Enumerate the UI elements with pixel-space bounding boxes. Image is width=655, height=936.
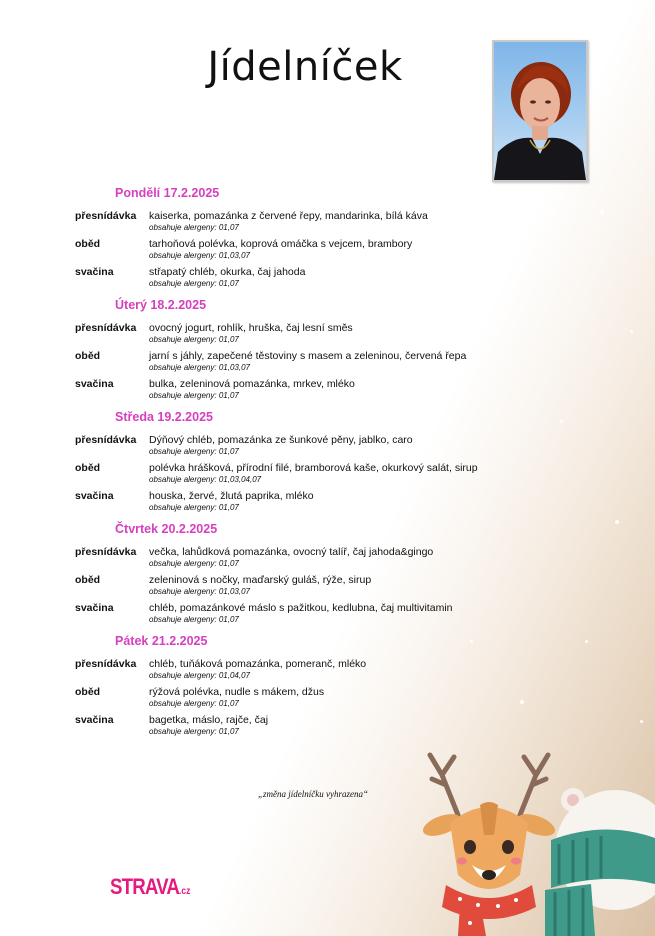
meal-row [75, 238, 555, 266]
meal-label: svačina [75, 602, 114, 614]
snowflake [560, 420, 563, 423]
meal-label: svačina [75, 378, 114, 390]
meal-row [75, 574, 555, 602]
meal-label: přesnídávka [75, 434, 137, 446]
meal-text: zeleninová s nočky, maďarský guláš, rýže, sirup [149, 574, 372, 586]
day-block [75, 410, 555, 522]
allergens-note: obsahuje alergeny: 01,07 [149, 503, 239, 512]
allergens-note: obsahuje alergeny: 01,07 [149, 447, 239, 456]
snowflake [640, 720, 643, 723]
meal-row [75, 210, 555, 238]
meal-label: oběd [75, 686, 101, 698]
meal-label: svačina [75, 490, 114, 502]
meal-row [75, 378, 555, 406]
meal-row [75, 686, 555, 714]
allergens-note: obsahuje alergeny: 01,07 [149, 335, 239, 344]
meal-row [75, 658, 555, 686]
allergens-note: obsahuje alergeny: 01,03,07 [149, 363, 250, 372]
day-title: Čtvrtek 20.2.2025 [115, 522, 218, 536]
menu-change-note: „změna jídelníčku vyhrazena“ [258, 789, 368, 799]
snowflake [615, 520, 619, 524]
meal-row [75, 350, 555, 378]
day-title: Středa 19.2.2025 [115, 410, 213, 424]
allergens-note: obsahuje alergeny: 01,07 [149, 727, 239, 736]
allergens-note: obsahuje alergeny: 01,03,04,07 [149, 475, 262, 484]
allergens-note: obsahuje alergeny: 01,07 [149, 559, 239, 568]
meal-text: večka, lahůdková pomazánka, ovocný talíř, čaj jahoda&gingo [149, 546, 434, 558]
meal-text: chléb, pomazánkové máslo s pažitkou, kedlubna, čaj multivitamin [149, 602, 453, 614]
allergens-note: obsahuje alergeny: 01,07 [149, 615, 239, 624]
meal-label: oběd [75, 350, 101, 362]
meal-row [75, 266, 555, 294]
allergens-note: obsahuje alergeny: 01,07 [149, 279, 239, 288]
allergens-note: obsahuje alergeny: 01,07 [149, 223, 239, 232]
meal-label: přesnídávka [75, 210, 137, 222]
allergens-note: obsahuje alergeny: 01,04,07 [149, 671, 250, 680]
polar-bear-illustration [545, 780, 655, 936]
meal-label: oběd [75, 462, 101, 474]
meal-text: jarní s jáhly, zapečené těstoviny s masem a zeleninou, červená řepa [149, 350, 467, 362]
meal-row [75, 602, 555, 630]
day-block [75, 186, 555, 298]
day-title: Pondělí 17.2.2025 [115, 186, 220, 200]
page-title: Jídelníček [207, 44, 403, 90]
meal-row [75, 322, 555, 350]
snowflake [600, 210, 604, 214]
meal-label: oběd [75, 238, 101, 250]
meal-label: svačina [75, 266, 114, 278]
day-block [75, 298, 555, 410]
meal-label: svačina [75, 714, 114, 726]
day-title: Pátek 21.2.2025 [115, 634, 208, 648]
allergens-note: obsahuje alergeny: 01,03,07 [149, 251, 250, 260]
meal-row [75, 434, 555, 462]
meal-text: houska, žervé, žlutá paprika, mléko [149, 490, 314, 502]
meal-text: rýžová polévka, nudle s mákem, džus [149, 686, 325, 698]
meal-text: ovocný jogurt, rohlík, hruška, čaj lesní směs [149, 322, 353, 334]
allergens-note: obsahuje alergeny: 01,07 [149, 391, 239, 400]
meal-text: kaiserka, pomazánka z červené řepy, mandarinka, bílá káva [149, 210, 428, 222]
meal-row [75, 546, 555, 574]
logo-suffix: .cz [179, 886, 191, 897]
day-title: Úterý 18.2.2025 [115, 298, 207, 312]
meal-text: chléb, tuňáková pomazánka, pomeranč, mléko [149, 658, 367, 670]
meal-text: Dýňový chléb, pomazánka ze šunkové pěny, jablko, caro [149, 434, 413, 446]
meal-text: střapatý chléb, okurka, čaj jahoda [149, 266, 306, 278]
meal-text: tarhoňová polévka, koprová omáčka s vejcem, brambory [149, 238, 413, 250]
allergens-note: obsahuje alergeny: 01,03,07 [149, 587, 250, 596]
meal-row [75, 462, 555, 490]
allergens-note: obsahuje alergeny: 01,07 [149, 699, 239, 708]
portrait-image [494, 42, 586, 180]
meal-text: bulka, zeleninová pomazánka, mrkev, mléko [149, 378, 355, 390]
meal-label: přesnídávka [75, 658, 137, 670]
logo-text: STRAVA [110, 874, 180, 899]
meal-label: přesnídávka [75, 546, 137, 558]
day-block [75, 522, 555, 634]
strava-logo [110, 874, 190, 900]
meal-text: polévka hrášková, přírodní filé, bramborová kaše, okurkový salát, sirup [149, 462, 478, 474]
snowflake [585, 640, 588, 643]
meal-label: přesnídávka [75, 322, 137, 334]
meal-label: oběd [75, 574, 101, 586]
portrait-photo [492, 40, 588, 182]
weekly-menu [75, 186, 555, 746]
day-block [75, 634, 555, 746]
meal-row [75, 490, 555, 518]
snowflake [630, 330, 633, 333]
meal-text: bagetka, máslo, rajče, čaj [149, 714, 269, 726]
